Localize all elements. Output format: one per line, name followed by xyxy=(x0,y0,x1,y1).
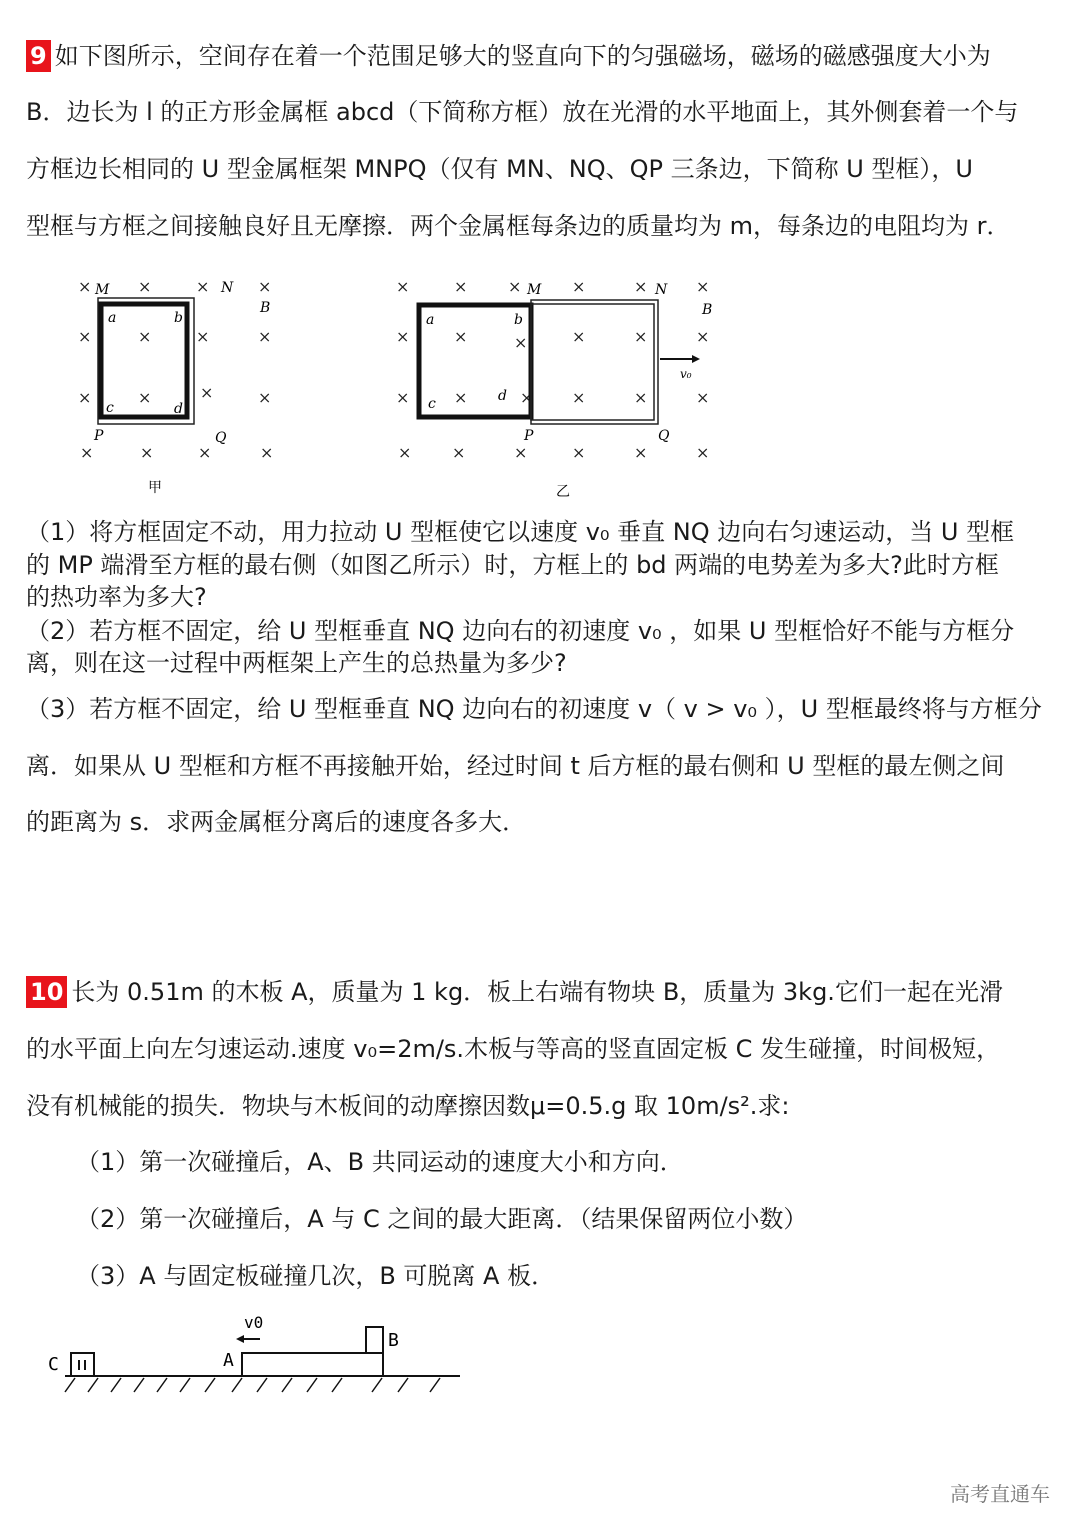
svg-text:×: × xyxy=(514,443,528,462)
q10-stem-line: 的水平面上向左匀速运动.速度 v₀=2m/s.木板与等高的竖直固定板 C 发生碰撞，时间极短， xyxy=(26,1035,1001,1063)
svg-text:×: × xyxy=(696,327,710,346)
svg-text:×: × xyxy=(258,277,272,296)
q9-question-line: 离，则在这一过程中两框架上产生的总热量为多少? xyxy=(26,649,567,677)
q10-question-line: （3）A 与固定板碰撞几次，B 可脱离 A 板． xyxy=(76,1262,556,1290)
q9-figure-left xyxy=(70,272,310,502)
svg-text:×: × xyxy=(138,277,152,296)
label-a: a xyxy=(108,310,117,326)
svg-text:×: × xyxy=(196,327,210,346)
svg-text:×: × xyxy=(572,388,586,407)
svg-text:×: × xyxy=(78,388,92,407)
svg-text:×: × xyxy=(260,443,274,462)
ground-hatching xyxy=(65,1378,440,1392)
svg-text:×: × xyxy=(508,277,522,296)
svg-text:×: × xyxy=(454,327,468,346)
svg-text:×: × xyxy=(634,277,648,296)
svg-text:×: × xyxy=(140,443,154,462)
q9-question-line: （2）若方框不固定，给 U 型框垂直 NQ 边向右的初速度 v₀ ，如果 U 型框恰好不能与方框分 xyxy=(26,617,1015,645)
q10-number-badge: 10 xyxy=(26,976,67,1008)
svg-text:×: × xyxy=(258,327,272,346)
svg-text:×: × xyxy=(200,383,214,402)
label-d: d xyxy=(498,388,507,404)
label-A: A xyxy=(223,1350,234,1371)
label-v0: v0 xyxy=(244,1313,264,1332)
label-B: B xyxy=(260,300,271,316)
q9-question-line: 的距离为 s．求两金属框分离后的速度各多大． xyxy=(26,808,527,836)
svg-text:×: × xyxy=(572,443,586,462)
svg-text:×: × xyxy=(696,277,710,296)
svg-text:×: × xyxy=(398,443,412,462)
q9-stem-text: 如下图所示，空间存在着一个范围足够大的竖直向下的匀强磁场，磁场的磁感强度大小为 xyxy=(54,42,991,70)
svg-text:×: × xyxy=(396,388,410,407)
label-M: M xyxy=(527,282,542,298)
svg-text:×: × xyxy=(452,443,466,462)
label-M: M xyxy=(95,282,110,298)
svg-text:×: × xyxy=(696,388,710,407)
label-d: d xyxy=(174,401,183,417)
svg-text:×: × xyxy=(396,277,410,296)
label-c: c xyxy=(428,396,436,412)
label-b: b xyxy=(174,310,183,326)
q9-question-line: 的热功率为多大? xyxy=(26,583,207,611)
label-a: a xyxy=(426,312,435,328)
label-P: P xyxy=(94,428,104,444)
svg-text:×: × xyxy=(196,277,210,296)
label-P: P xyxy=(524,428,534,444)
label-N: N xyxy=(655,282,668,298)
svg-text:×: × xyxy=(396,327,410,346)
label-B: B xyxy=(702,302,713,318)
q9-figure-right xyxy=(390,272,730,502)
label-N: N xyxy=(221,280,234,296)
svg-text:×: × xyxy=(258,388,272,407)
svg-text:×: × xyxy=(80,443,94,462)
watermark-footer: 高考直通车 xyxy=(950,1482,1050,1506)
svg-text:×: × xyxy=(634,443,648,462)
svg-text:×: × xyxy=(78,327,92,346)
label-C: C xyxy=(48,1354,59,1375)
svg-text:×: × xyxy=(514,333,528,352)
svg-text:×: × xyxy=(572,327,586,346)
label-b: b xyxy=(514,312,523,328)
q9-question-line: 的 MP 端滑至方框的最右侧（如图乙所示）时，方框上的 bd 两端的电势差为多大?此时方框 xyxy=(26,551,999,579)
q10-question-line: （1）第一次碰撞后，A、B 共同运动的速度大小和方向． xyxy=(76,1148,684,1176)
svg-text:×: × xyxy=(454,277,468,296)
label-B: B xyxy=(388,1330,399,1351)
q9-stem-line: 型框与方框之间接触良好且无摩擦．两个金属框每条边的质量均为 m，每条边的电阻均为 r． xyxy=(26,212,1011,240)
svg-text:×: × xyxy=(138,327,152,346)
q9-stem-line: 方框边长相同的 U 型金属框架 MNPQ（仅有 MN、NQ、QP 三条边，下简称 U 型框），U xyxy=(26,155,973,183)
svg-text:×: × xyxy=(138,388,152,407)
svg-text:×: × xyxy=(572,277,586,296)
svg-text:×: × xyxy=(634,327,648,346)
label-c: c xyxy=(106,400,114,416)
q9-question-line: （1）将方框固定不动，用力拉动 U 型框使它以速度 v₀ 垂直 NQ 边向右匀速运动，当 U 型框 xyxy=(26,518,1015,546)
q9-number-badge: 9 xyxy=(26,40,51,72)
q10-figure xyxy=(30,1300,480,1410)
q10-stem-line xyxy=(26,976,1003,1008)
q9-stem-line: B．边长为 l 的正方形金属框 abcd（下简称方框）放在光滑的水平地面上，其外侧套着一个与 xyxy=(26,98,1019,126)
q9-stem-line xyxy=(26,40,991,72)
svg-text:×: × xyxy=(454,388,468,407)
caption-jia: 甲 xyxy=(148,480,162,496)
svg-text:×: × xyxy=(198,443,212,462)
svg-text:×: × xyxy=(78,277,92,296)
svg-text:×: × xyxy=(696,443,710,462)
label-Q: Q xyxy=(215,430,227,446)
label-v0: v₀ xyxy=(680,367,692,381)
q10-stem-text: 长为 0.51m 的木板 A，质量为 1 kg．板上右端有物块 B，质量为 3kg.它们一起在光滑 xyxy=(71,978,1003,1006)
q10-question-line: （2）第一次碰撞后，A 与 C 之间的最大距离．（结果保留两位小数） xyxy=(76,1205,808,1233)
q9-question-line: 离．如果从 U 型框和方框不再接触开始，经过时间 t 后方框的最右侧和 U 型框的最左侧之间 xyxy=(26,752,1005,780)
svg-text:×: × xyxy=(634,388,648,407)
q10-stem-line: 没有机械能的损失．物块与木板间的动摩擦因数μ=0.5.g 取 10m/s².求: xyxy=(26,1092,790,1120)
caption-yi: 乙 xyxy=(556,484,570,500)
q9-question-line: （3）若方框不固定，给 U 型框垂直 NQ 边向右的初速度 v（ v > v₀ ），U 型框最终将与方框分 xyxy=(26,695,1042,723)
label-Q: Q xyxy=(658,428,670,444)
svg-text:×: × xyxy=(520,388,534,407)
